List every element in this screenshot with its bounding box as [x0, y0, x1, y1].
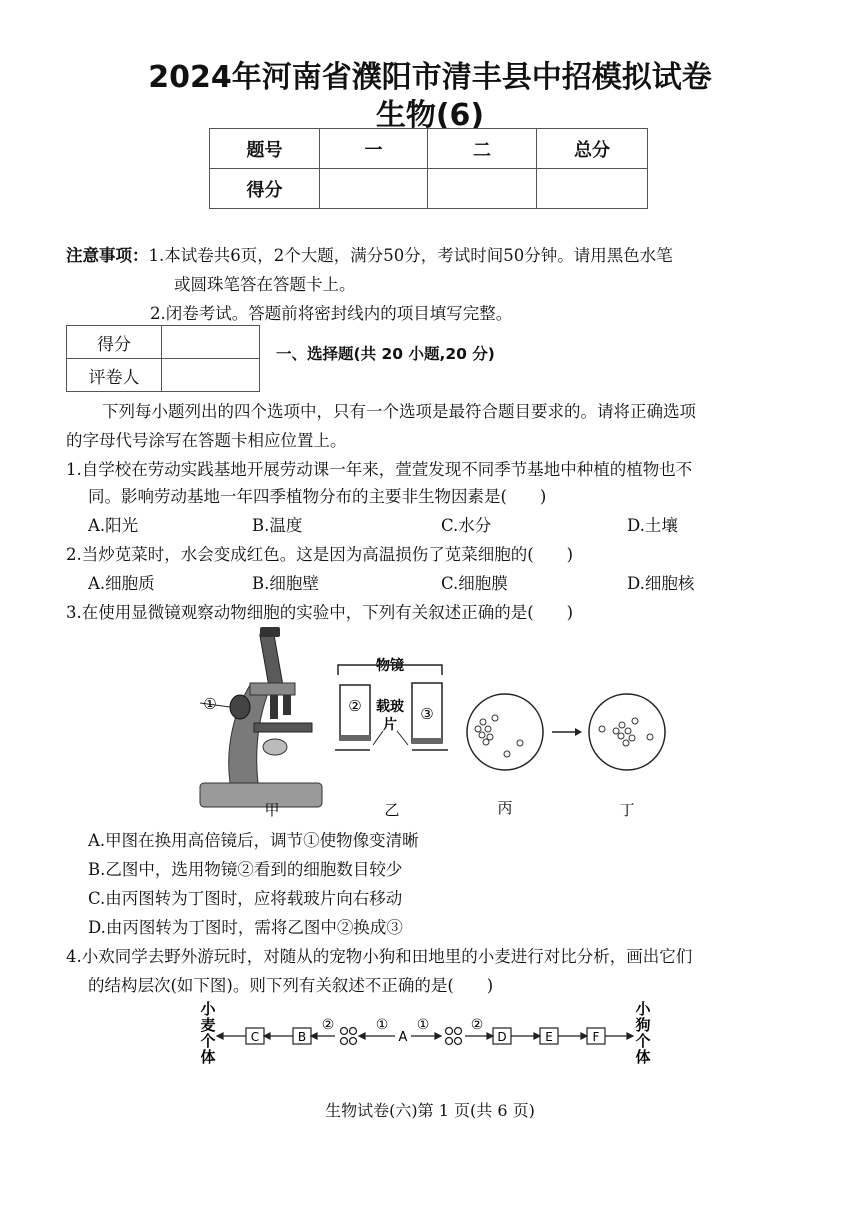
question-2-options: [0, 569, 860, 598]
section-1-heading: 一、选择题(共 20 小题,20 分): [276, 345, 495, 363]
microscope-figure: [180, 625, 680, 825]
wheat-label-1: 小: [200, 1000, 216, 1018]
score-cell-total: [537, 169, 648, 209]
exam-title: 2024年河南省濮阳市清丰县中招模拟试卷: [148, 60, 712, 95]
score-table: [209, 128, 648, 209]
score-row-label: 得分: [210, 169, 320, 209]
wheat-label-2: 麦: [200, 1016, 216, 1034]
page-footer: 生物试卷(六)第 1 页(共 6 页): [325, 1101, 535, 1120]
question-3-stem: 3.在使用显微镜观察动物细胞的实验中，下列有关叙述正确的是( ): [66, 603, 574, 622]
cell-a: A: [398, 1030, 408, 1045]
grader-score-label: 得分: [67, 326, 162, 359]
dog-label-3: 个: [635, 1032, 651, 1050]
question-1-stem-line-1: 1.自学校在劳动实践基地开展劳动课一年来，萱萱发现不同季节基地中种植的植物也不: [66, 460, 693, 479]
cell-cluster-right: [446, 1028, 462, 1045]
question-3-option-a[interactable]: A.甲图在换用高倍镜后，调节①使物像变清晰: [88, 831, 419, 850]
wheat-label-4: 体: [200, 1048, 216, 1066]
box-b: B: [297, 1030, 307, 1044]
score-cell-part2: [428, 169, 537, 209]
question-4-stem-line-2: 的结构层次(如下图)。则下列有关叙述不正确的是( ): [88, 976, 494, 995]
structure-level-diagram: [195, 998, 665, 1073]
objective-lens-diagram: [335, 657, 448, 750]
question-1-option-b[interactable]: B.温度: [252, 516, 303, 535]
question-1-option-a[interactable]: A.阳光: [88, 516, 139, 535]
caption-jia: 甲: [264, 801, 280, 819]
question-3-option-c[interactable]: C.由丙图转为丁图时，应将载玻片向右移动: [88, 889, 403, 908]
field-of-view-ding: [589, 694, 665, 770]
question-2-option-a[interactable]: A.细胞质: [88, 574, 155, 593]
question-1-stem-line-2: 同。影响劳动基地一年四季植物分布的主要非生物因素是( ): [88, 487, 547, 506]
caption-bing: 丙: [497, 799, 513, 817]
step-2-right: ②: [470, 1017, 484, 1033]
slide-label-1: 载玻: [376, 699, 404, 715]
objective-label: 物镜: [376, 658, 404, 674]
cell-cluster-left: [341, 1028, 357, 1045]
score-header-number: 题号: [210, 129, 320, 169]
section-1-intro-line-2: 的字母代号涂写在答题卡相应位置上。: [66, 431, 347, 450]
question-2-option-d[interactable]: D.细胞核: [627, 574, 695, 593]
marker-3: ③: [420, 705, 434, 723]
notice-label: 注意事项：: [66, 246, 149, 265]
question-1-option-d[interactable]: D.土壤: [627, 516, 678, 535]
question-3-option-d[interactable]: D.由丙图转为丁图时，需将乙图中②换成③: [88, 918, 403, 937]
box-f: F: [592, 1030, 600, 1044]
question-2-option-b[interactable]: B.细胞壁: [252, 574, 319, 593]
notice-item-1-line-2: 或圆珠笔答在答题卡上。: [174, 275, 356, 294]
section-1-intro-line-1: 下列每小题列出的四个选项中，只有一个选项是最符合题目要求的。请将正确选项: [102, 402, 696, 421]
box-c: C: [250, 1030, 260, 1044]
dog-label-1: 小: [635, 1000, 651, 1018]
dog-label-2: 狗: [635, 1016, 651, 1034]
exam-subtitle: 生物(6): [375, 98, 485, 133]
box-d: D: [497, 1030, 507, 1044]
wheat-label-3: 个: [200, 1032, 216, 1050]
question-2-option-c[interactable]: C.细胞膜: [441, 574, 508, 593]
step-1-left: ①: [375, 1017, 389, 1033]
dog-label-4: 体: [635, 1048, 651, 1066]
grader-table: [66, 325, 260, 392]
notice-item-2: 2.闭卷考试。答题前将密封线内的项目填写完整。: [150, 304, 513, 323]
box-e: E: [545, 1030, 553, 1044]
question-3-option-b[interactable]: B.乙图中，选用物镜②看到的细胞数目较少: [88, 860, 403, 879]
field-of-view-bing: [467, 694, 543, 770]
caption-yi: 乙: [384, 801, 400, 819]
score-cell-part1: [320, 169, 428, 209]
score-header-total: 总分: [537, 129, 648, 169]
question-2-stem: 2.当炒苋菜时，水会变成红色。这是因为高温损伤了苋菜细胞的( ): [66, 545, 574, 564]
question-4-stem-line-1: 4.小欢同学去野外游玩时，对随从的宠物小狗和田地里的小麦进行对比分析，画出它们: [66, 947, 693, 966]
grader-name-cell: [162, 359, 260, 392]
marker-2: ②: [348, 697, 362, 715]
microscope-illustration: [200, 627, 322, 807]
question-1-options: [0, 511, 860, 540]
caption-ding: 丁: [619, 801, 635, 819]
notice-item-1-line-1: 1.本试卷共6页，2个大题，满分50分，考试时间50分钟。请用黑色水笔: [148, 246, 673, 265]
step-1-right: ①: [416, 1017, 430, 1033]
grader-name-label: 评卷人: [67, 359, 162, 392]
step-2-left: ②: [321, 1017, 335, 1033]
marker-1: ①: [203, 695, 217, 713]
score-header-part1: 一: [320, 129, 428, 169]
question-1-option-c[interactable]: C.水分: [441, 516, 492, 535]
grader-score-cell: [162, 326, 260, 359]
slide-label-2: 片: [383, 717, 397, 733]
score-header-part2: 二: [428, 129, 537, 169]
